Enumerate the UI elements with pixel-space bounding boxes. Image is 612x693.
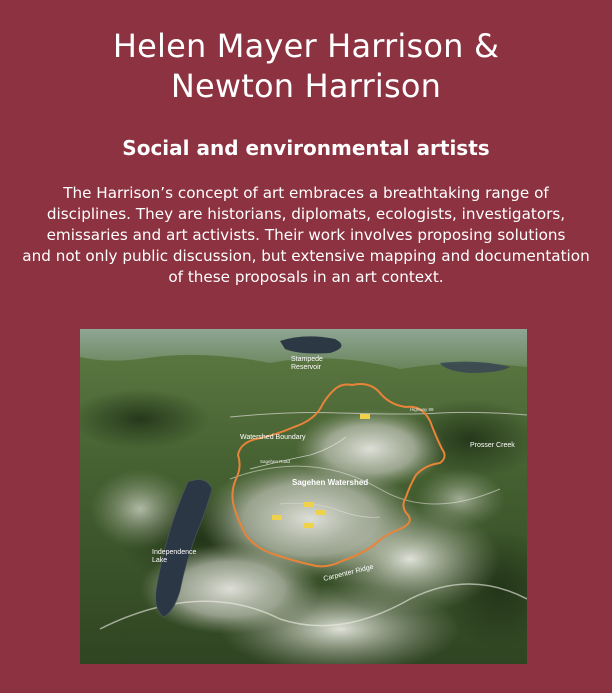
watershed-map-image — [80, 329, 527, 664]
label-prosser-creek: Prosser Creek — [470, 442, 515, 449]
road-marker — [304, 523, 314, 528]
road-marker — [316, 510, 326, 515]
label-sagehen-road: Sagehen Road — [260, 459, 291, 464]
snow-area — [415, 469, 505, 529]
label-carpenter-ridge: Carpenter Ridge — [322, 563, 375, 583]
description-line-5: of these proposals in an art context. — [168, 268, 444, 286]
description-line-1: The Harrison’s concept of art embraces a breathtaking range of — [63, 184, 549, 202]
description-paragraph — [20, 183, 592, 288]
road-marker — [272, 515, 282, 520]
description-line-4: and not only public discussion, but extensive mapping and documentation — [22, 247, 590, 265]
label-sagehen-watershed: Sagehen Watershed — [292, 478, 369, 487]
title-line-1: Helen Mayer Harrison & — [112, 27, 500, 65]
label-stampede-line1: Stampede — [291, 356, 323, 363]
road-marker — [360, 414, 370, 419]
page-subtitle: Social and environmental artists — [122, 136, 490, 160]
page-title — [0, 26, 612, 106]
watershed-map-svg — [80, 329, 527, 664]
description-line-2: disciplines. They are historians, diplomats, ecologists, investigators, — [46, 205, 566, 223]
description-line-3: emissaries and art activists. Their work involves proposing solutions — [46, 226, 566, 244]
label-watershed-boundary: Watershed Boundary — [240, 434, 306, 441]
label-highway: Highway 89 — [410, 407, 434, 412]
road-marker — [304, 502, 314, 507]
label-independence-line2: Lake — [152, 557, 168, 564]
label-stampede-line2: Reservoir — [291, 364, 321, 371]
label-independence-line1: Independence — [152, 549, 197, 556]
title-line-2: Newton Harrison — [170, 67, 442, 105]
